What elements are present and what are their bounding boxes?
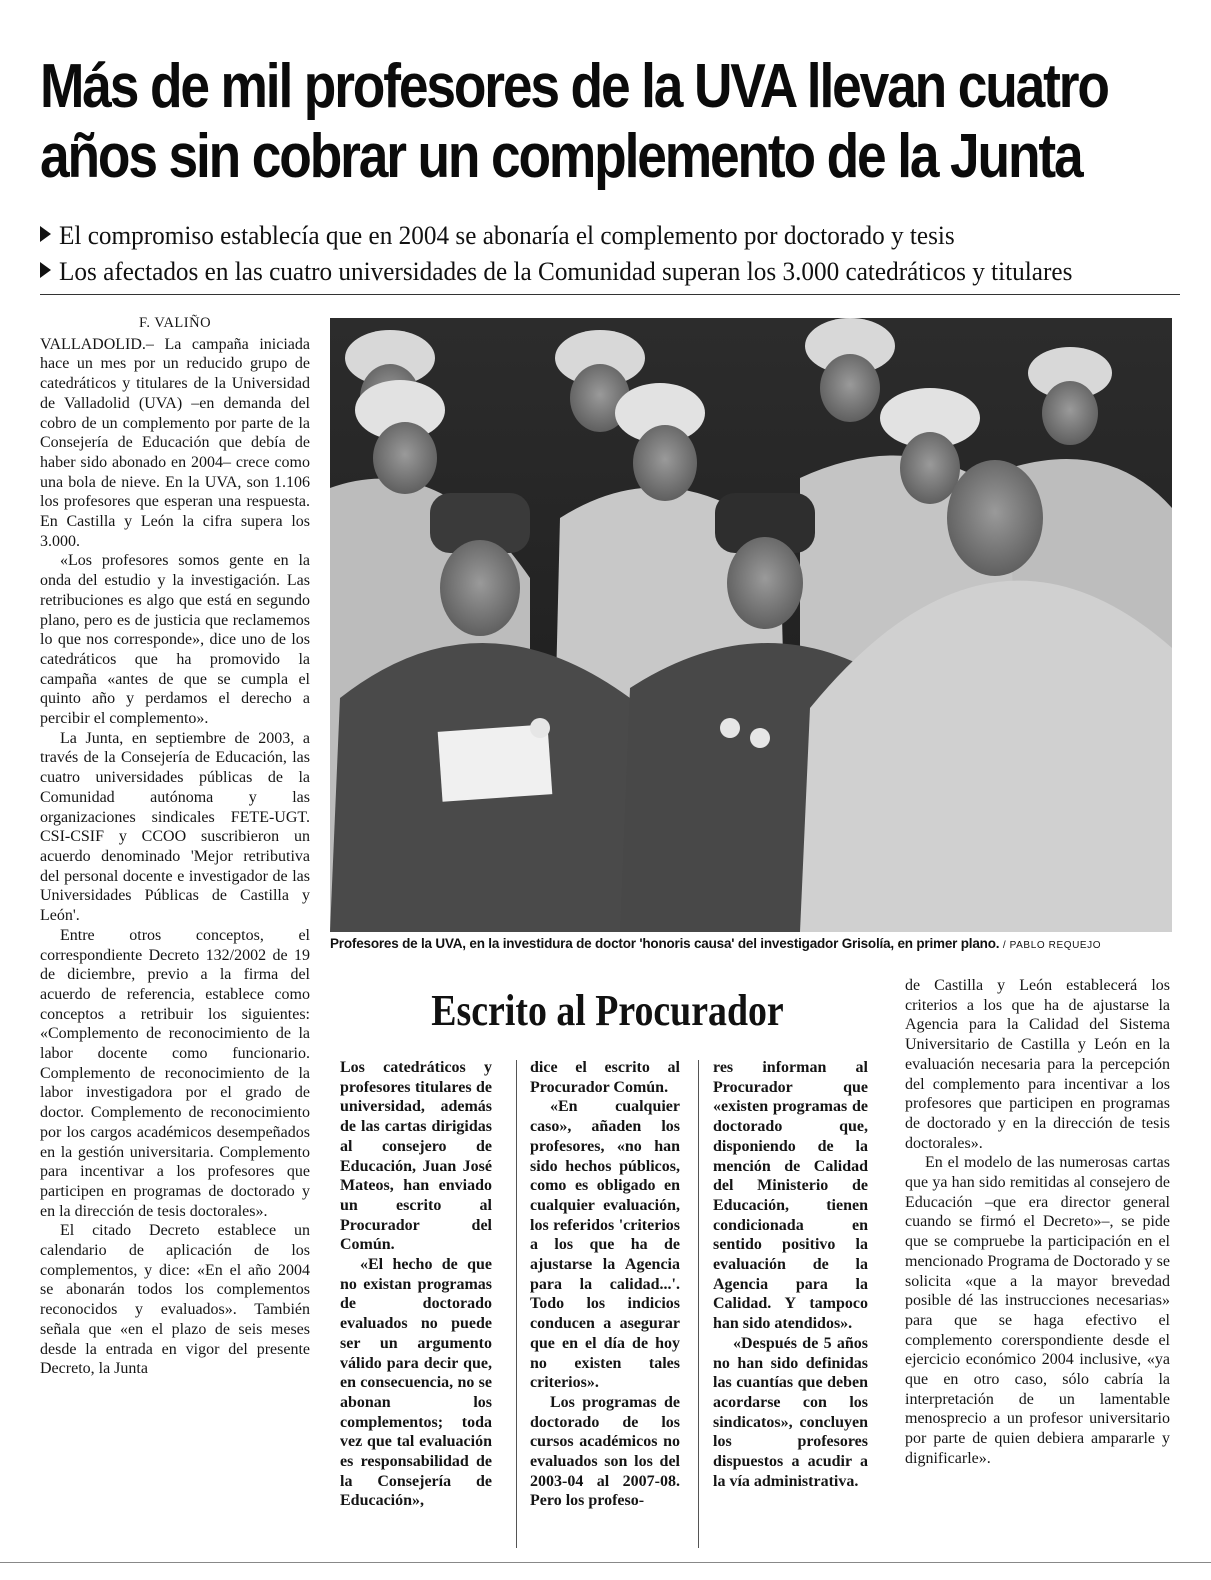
paragraph: «Los profesores somos gente en la onda del estudio y la investigación. Las retribuciones es algo que está en segundo plano, pero es de justicia que reclamemos lo que nos corresponde», dice uno de los catedráticos que ha promovido la campaña «antes de que se cumpla el quinto año y perdamos el derecho a percibir el complemento». [40, 552, 310, 728]
paragraph: «El hecho de que no existan programas de doctorado evaluados no puede ser un argumento válido para decir que, en consecuencia, no se abonan los complementos; toda vez que tal evaluación es responsabilidad de la Consejería de Educación», [340, 1256, 492, 1510]
paragraph: En el modelo de las numerosas cartas que ya han sido remitidas al consejero de Educación –que era director general cuando se firmó el Decreto»–, se pide que se compruebe la participación en el mencionado Programa de Doctorado y se solicita «que a la mayor brevedad posible dé las instrucciones necesarias» para que se haga efectivo el complemento corerspondiente desde el ejercicio económico 2004 inclusive, «ya que en otro caso, sólo cabría la interpretación de un lamentable menosprecio a un profesor universitario por parte de quien debiera ampararle y dignificarle». [905, 1154, 1170, 1467]
subhead: Escrito al Procurador [431, 986, 784, 1035]
deck-divider [40, 294, 1180, 295]
byline: F. VALIÑO [138, 315, 212, 331]
headline-line-2: años sin cobrar un complemento de la Junta [40, 122, 1082, 191]
article-column-2 [340, 1058, 492, 1511]
paragraph: La Junta, en septiembre de 2003, a través de la Consejería de Educación, las cuatro universidades públicas de la Comunidad autónoma y las organizaciones sindicales FETE-UGT. CSI-CSIF y CCOO suscribieron un acuerdo denominado 'Mejor retributiva del personal docente e investigador de las Universidades Públicas de Castilla y León'. [40, 729, 310, 925]
deck-line-2: Los afectados en las cuatro universidades de la Comunidad superan los 3.000 catedráticos y titulares [40, 256, 1180, 288]
bullet-triangle-icon [40, 262, 51, 278]
news-photo [330, 318, 1172, 932]
photo-credit: / PABLO REQUEJO [1002, 940, 1102, 951]
paragraph: dice el escrito al Procurador Común. [530, 1059, 680, 1096]
paragraph: «Después de 5 años no han sido definidas las cuantías que deben acordarse con los sindicatos», concluyen los profesores dispuestos a acudir a la vía administrativa. [713, 1334, 868, 1490]
caption-text: Profesores de la UVA, en la investidura de doctor 'honoris causa' del investigador Grisolía, en primer plano. [330, 936, 1000, 951]
headline-line-1: Más de mil profesores de la UVA llevan cuatro [40, 52, 1108, 121]
article-column-1 [40, 314, 310, 1379]
headline [40, 52, 1108, 192]
article-column-4 [713, 1058, 868, 1491]
paragraph: res informan al Procurador que «existen programas de doctorado que, disponiendo de la mención de Calidad del Ministerio de Educación, tienen condicionada en sentido positivo la evaluación de la Agencia para la Calidad. Y tampoco han sido atendidos». [713, 1059, 868, 1333]
column-divider [698, 1060, 699, 1548]
paragraph: Los catedráticos y profesores titulares de universidad, además de las cartas dirigidas al consejero de Educación, Juan José Mateos, han enviado un escrito al Procurador del Común. [340, 1059, 492, 1254]
column-divider [516, 1060, 517, 1548]
photo-illustration [330, 318, 1172, 932]
deck-line-1: El compromiso establecía que en 2004 se abonaría el complemento por doctorado y tesis [40, 220, 1180, 252]
article-column-5 [905, 976, 1170, 1469]
bullet-triangle-icon [40, 226, 51, 242]
page-bottom-rule [0, 1562, 1211, 1563]
photo-caption [330, 936, 1172, 951]
article-column-3 [530, 1058, 680, 1511]
paragraph: Entre otros conceptos, el correspondiente Decreto 132/2002 de 19 de diciembre, previo a la firma del acuerdo de referencia, establece como conceptos a retribuir los siguientes: «Complemento de reconocimiento de la labor docente como funcionario. Complemento de reconocimiento de la labor investigadora por el grado de doctor. Complemento de reconocimiento por los cargos académicos desempeñados en la gestión universitaria. Complemento para incentivar a los profesores que participen en programas de doctorado y en la dirección de tesis doctorales». [40, 926, 310, 1220]
paragraph: «En cualquier caso», añaden los profesores, «no han sido hechos públicos, como es obligado en cualquier evaluación, los referidos 'criterios a los que ha de ajustarse la Agencia para la calidad...'. Todo los indicios conducen a asegurar que en el día de hoy no existen tales criterios». [530, 1098, 680, 1392]
paragraph: Los programas de doctorado de los cursos académicos no evaluados son los del 2003-04 al 2007-08. Pero los profeso- [530, 1393, 680, 1510]
paragraph: El citado Decreto establece un calendario de aplicación de los complementos, y dice: «En el año 2004 se abonarán todos los complementos reconocidos y evaluados». También señala que «en el plazo de seis meses desde la entrada en vigor del presente Decreto, la Junta [40, 1222, 310, 1378]
paragraph: de Castilla y León establecerá los criterios a los que ha de ajustarse la Agencia para la Calidad del Sistema Universitario de Castilla y León en la evaluación necesaria para la percepción del complemento para incentivar a los profesores que participen en programas de doctorado y en la dirección de tesis doctorales». [905, 977, 1170, 1152]
paragraph: VALLADOLID.– La campaña iniciada hace un mes por un reducido grupo de catedráticos y titulares de la Universidad de Valladolid (UVA) –en demanda del cobro de un complemento por parte de la Consejería de Educación que debía de haber sido abonado en 2004– crece como una bola de nieve. En la UVA, son 1.106 los profesores que esperan una respuesta. En Castilla y León la cifra supera los 3.000. [40, 335, 310, 550]
